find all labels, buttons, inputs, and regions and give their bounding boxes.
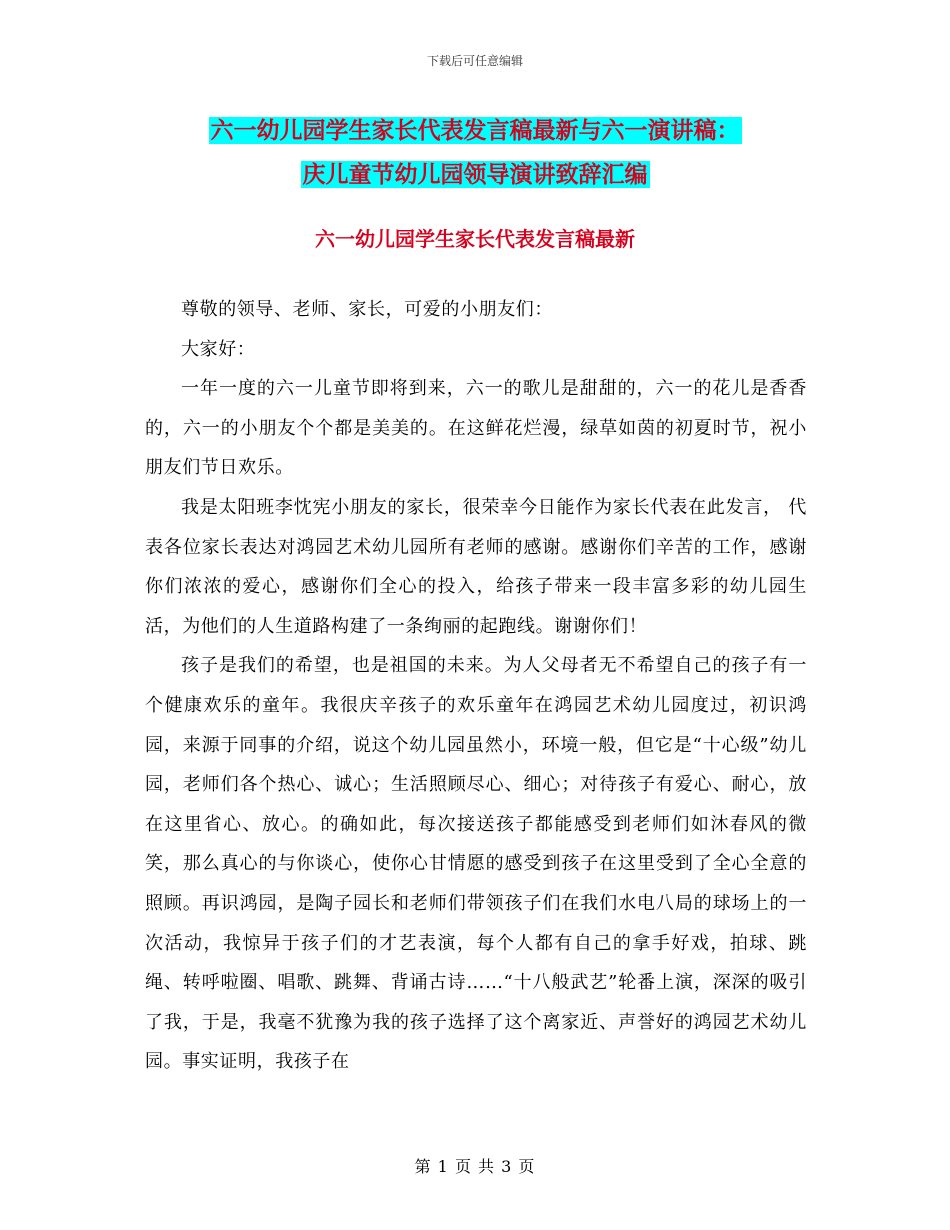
salutation-paragraph: 尊敬的领导、老师、家长，可爱的小朋友们： (181, 299, 553, 320)
body-paragraph: 孩子是我们的希望，也是祖国的未来。为人父母者无不希望自己的孩子有一个健康欢乐的童年。我很庆辛孩子的欢乐童年在鸿园艺术幼儿园度过，初识鸿园，来源于同事的介绍，说这个幼儿园虽然小，环境一般，但它是“十心级”幼儿园，老师们各个热心、诚心；生活照顾尽心、细心；对待孩子有爱心、耐心，放在这里省心、放心。的确如此，每次接送孩子都能感受到老师们如沐春风的微笑，那么真心的与你谈心，使你心甘情愿的感受到孩子在这里受到了全心全意的照顾。再识鸿园，是陶子园长和老师们带领孩子们在我们水电八局的球场上的一次活动，我惊异于孩子们的才艺表演，每个人都有自己的拿手好戏，拍球、跳绳、转呼啦圈、唱歌、跳舞、背诵古诗……“十八般武艺”轮番上演，深深的吸引了我，于是，我毫不犹豫为我的孩子选择了这个离家近、声誉好的鸿园艺术幼儿园。事实证明，我孩子在 (145, 655, 807, 1073)
page-number-footer: 第 1 页 共 3 页 (414, 1157, 536, 1176)
document-title-line-1 (0, 113, 950, 149)
title-line-1-text: 六一幼儿园学生家长代表发言稿最新与六一演讲稿： (210, 117, 740, 144)
page-header-note: 下载后可任意编辑 (426, 54, 523, 68)
title-line-2-text: 庆儿童节幼儿园领导演讲致辞汇编 (302, 161, 648, 188)
greeting-paragraph: 大家好： (181, 338, 256, 360)
document-body (145, 290, 807, 1082)
document-title-line-2 (0, 157, 950, 193)
body-paragraph: 我是太阳班李忱宪小朋友的家长，很荣幸今日能作为家长代表在此发言， 代表各位家长表达对鸿园艺术幼儿园所有老师的感谢。感谢你们辛苦的工作，感谢你们浓浓的爱心，感谢你们全心的投入，给孩子带来一段丰富多彩的幼儿园生活，为他们的人生道路构建了一条绚丽的起跑线。谢谢你们！ (145, 496, 807, 637)
body-paragraph: 一年一度的六一儿童节即将到来，六一的歌儿是甜甜的，六一的花儿是香香的，六一的小朋友个个都是美美的。在这鲜花烂漫，绿草如茵的初夏时节，祝小朋友们节日欢乐。 (145, 378, 807, 479)
section-heading: 六一幼儿园学生家长代表发言稿最新 (315, 227, 635, 251)
